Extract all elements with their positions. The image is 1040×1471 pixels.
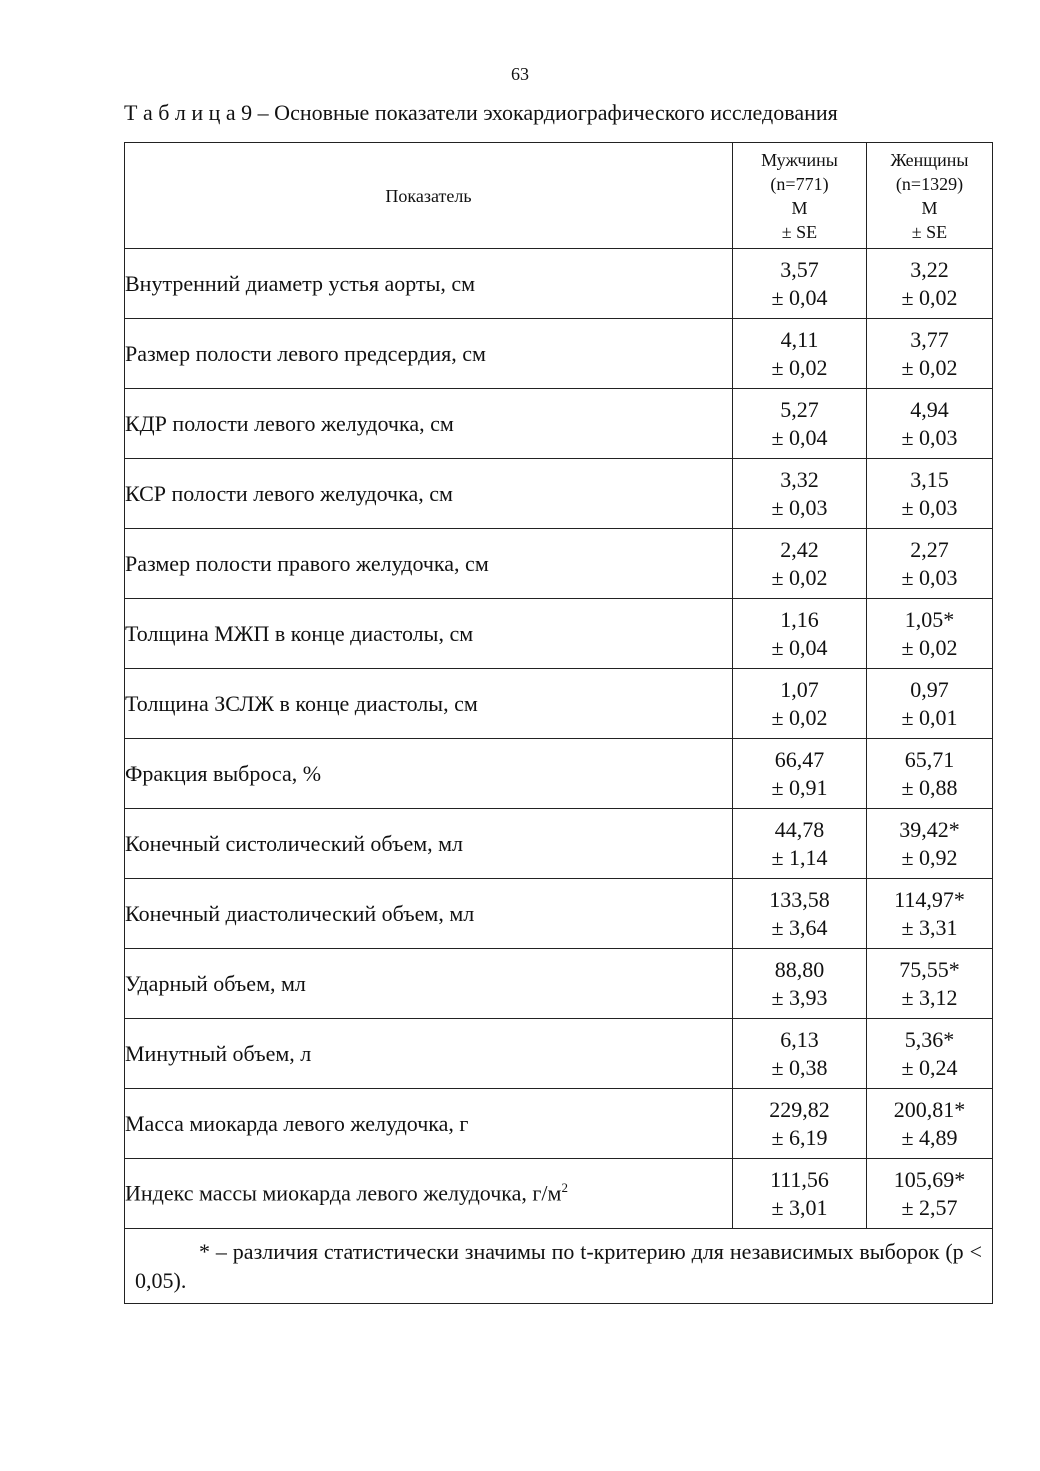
table-row bbox=[125, 1159, 993, 1229]
women-value bbox=[867, 809, 993, 879]
men-value bbox=[733, 669, 867, 739]
parameter-label-text: Масса миокарда левого желудочка, г bbox=[125, 1110, 469, 1136]
women-se: ± 0,88 bbox=[901, 774, 958, 800]
men-se: ± 0,02 bbox=[771, 704, 828, 730]
men-mean: 1,07 bbox=[780, 676, 819, 702]
men-mean: 4,11 bbox=[780, 326, 819, 352]
parameter-label bbox=[125, 739, 733, 809]
women-mean: 105,69* bbox=[893, 1166, 966, 1192]
women-mean: 200,81* bbox=[893, 1096, 966, 1122]
men-value bbox=[733, 389, 867, 459]
table-row bbox=[125, 1019, 993, 1089]
women-value bbox=[867, 739, 993, 809]
table-footnote: * – различия статистически значимы по t-критерию для независимых выборок (p < 0,05). bbox=[125, 1229, 993, 1304]
men-se: ± 0,91 bbox=[771, 774, 828, 800]
men-se: ± 3,93 bbox=[771, 984, 828, 1010]
parameter-label bbox=[125, 529, 733, 599]
table-row bbox=[125, 529, 993, 599]
women-se: ± 2,57 bbox=[901, 1194, 958, 1220]
parameter-label bbox=[125, 1019, 733, 1089]
women-se: ± 0,24 bbox=[901, 1054, 958, 1080]
parameter-label bbox=[125, 459, 733, 529]
women-se: ± 3,12 bbox=[901, 984, 958, 1010]
men-mean: 44,78 bbox=[774, 816, 825, 842]
table-row bbox=[125, 669, 993, 739]
men-value bbox=[733, 739, 867, 809]
women-mean: 3,22 bbox=[910, 256, 949, 282]
women-se: ± 0,02 bbox=[901, 634, 958, 660]
parameter-label bbox=[125, 879, 733, 949]
parameter-label-text: Конечный систолический объем, мл bbox=[125, 830, 464, 856]
men-se: ± 0,38 bbox=[771, 1054, 828, 1080]
men-se: ± 1,14 bbox=[771, 844, 828, 870]
women-mean: 75,55* bbox=[899, 956, 960, 982]
unit-superscript: 2 bbox=[561, 1180, 568, 1196]
men-se: ± 0,03 bbox=[771, 494, 828, 520]
women-se: ± 0,01 bbox=[901, 704, 958, 730]
men-value bbox=[733, 1159, 867, 1229]
men-mean: 1,16 bbox=[780, 606, 819, 632]
women-value bbox=[867, 669, 993, 739]
parameter-label bbox=[125, 249, 733, 319]
women-value bbox=[867, 249, 993, 319]
men-value bbox=[733, 809, 867, 879]
echocardiography-table bbox=[124, 142, 993, 1304]
men-value bbox=[733, 1089, 867, 1159]
parameter-label bbox=[125, 809, 733, 879]
header-men-line: (n=771) bbox=[770, 173, 829, 194]
women-mean: 5,36* bbox=[904, 1026, 955, 1052]
women-se: ± 0,03 bbox=[901, 494, 958, 520]
table-row bbox=[125, 809, 993, 879]
parameter-label bbox=[125, 599, 733, 669]
men-se: ± 3,01 bbox=[771, 1194, 828, 1220]
table-row bbox=[125, 739, 993, 809]
header-women-line: M bbox=[921, 197, 938, 218]
parameter-label bbox=[125, 319, 733, 389]
header-women-line: Женщины bbox=[890, 149, 969, 170]
women-mean: 114,97* bbox=[894, 886, 965, 912]
women-se: ± 0,03 bbox=[901, 564, 958, 590]
men-value bbox=[733, 319, 867, 389]
men-se: ± 6,19 bbox=[771, 1124, 828, 1150]
header-men-line: M bbox=[791, 197, 808, 218]
header-parameter: Показатель bbox=[125, 143, 733, 249]
table-note-row bbox=[125, 1229, 993, 1304]
parameter-label-text: Минутный объем, л bbox=[125, 1040, 312, 1066]
table-body bbox=[125, 249, 993, 1229]
men-value bbox=[733, 249, 867, 319]
women-mean: 0,97 bbox=[910, 676, 949, 702]
men-value bbox=[733, 949, 867, 1019]
women-value bbox=[867, 879, 993, 949]
men-mean: 133,58 bbox=[769, 886, 830, 912]
page-number: 63 bbox=[511, 64, 529, 84]
women-value bbox=[867, 319, 993, 389]
men-se: ± 0,04 bbox=[771, 284, 828, 310]
men-value bbox=[733, 599, 867, 669]
men-mean: 3,57 bbox=[780, 256, 819, 282]
men-value bbox=[733, 1019, 867, 1089]
women-mean: 4,94 bbox=[910, 396, 949, 422]
women-se: ± 0,02 bbox=[901, 354, 958, 380]
parameter-label-text: Внутренний диаметр устья аорты, см bbox=[125, 270, 476, 296]
women-value bbox=[867, 389, 993, 459]
women-value bbox=[867, 459, 993, 529]
parameter-label bbox=[125, 389, 733, 459]
women-value bbox=[867, 1089, 993, 1159]
table-row bbox=[125, 249, 993, 319]
men-mean: 3,32 bbox=[780, 466, 819, 492]
parameter-label bbox=[125, 949, 733, 1019]
parameter-label bbox=[125, 1159, 733, 1229]
header-men bbox=[733, 143, 867, 249]
parameter-label-text: Толщина ЗСЛЖ в конце диастолы, см bbox=[125, 690, 478, 716]
men-se: ± 0,04 bbox=[771, 424, 828, 450]
table-row bbox=[125, 389, 993, 459]
women-mean: 65,71 bbox=[904, 746, 955, 772]
table-caption: Т а б л и ц а 9 – Основные показатели эхокардиографического исследования bbox=[124, 100, 838, 125]
parameter-label-text: Ударный объем, мл bbox=[125, 970, 306, 996]
header-women-line: ± SE bbox=[911, 221, 948, 242]
men-mean: 66,47 bbox=[774, 746, 825, 772]
parameter-label bbox=[125, 669, 733, 739]
men-mean: 2,42 bbox=[780, 536, 819, 562]
women-mean: 39,42* bbox=[899, 816, 960, 842]
women-value bbox=[867, 599, 993, 669]
parameter-label-text: Фракция выброса, % bbox=[125, 760, 322, 786]
parameter-label-text: Индекс массы миокарда левого желудочка, г/м bbox=[125, 1180, 562, 1206]
men-value bbox=[733, 879, 867, 949]
women-mean: 2,27 bbox=[910, 536, 949, 562]
parameter-label-text: Толщина МЖП в конце диастолы, см bbox=[125, 620, 474, 646]
men-mean: 111,56 bbox=[770, 1166, 829, 1192]
parameter-label bbox=[125, 1089, 733, 1159]
men-se: ± 0,02 bbox=[771, 354, 828, 380]
parameter-label-text: КСР полости левого желудочка, см bbox=[125, 480, 453, 506]
parameter-label-text: Размер полости левого предсердия, см bbox=[125, 340, 486, 366]
table-header-row bbox=[125, 143, 993, 249]
women-se: ± 3,31 bbox=[901, 914, 958, 940]
men-mean: 6,13 bbox=[780, 1026, 819, 1052]
women-mean: 3,77 bbox=[910, 326, 949, 352]
parameter-label-text: Конечный диастолический объем, мл bbox=[125, 900, 475, 926]
women-se: ± 4,89 bbox=[901, 1124, 958, 1150]
men-se: ± 0,02 bbox=[771, 564, 828, 590]
header-women-line: (n=1329) bbox=[895, 173, 964, 194]
women-mean: 1,05* bbox=[904, 606, 955, 632]
men-se: ± 0,04 bbox=[771, 634, 828, 660]
men-se: ± 3,64 bbox=[771, 914, 828, 940]
women-mean: 3,15 bbox=[910, 466, 949, 492]
parameter-label-text: Размер полости правого желудочка, см bbox=[125, 550, 489, 576]
women-se: ± 0,02 bbox=[901, 284, 958, 310]
men-mean: 229,82 bbox=[769, 1096, 830, 1122]
women-value bbox=[867, 949, 993, 1019]
table-row bbox=[125, 319, 993, 389]
men-value bbox=[733, 459, 867, 529]
women-value bbox=[867, 1159, 993, 1229]
header-men-line: ± SE bbox=[781, 221, 818, 242]
table-row bbox=[125, 949, 993, 1019]
header-women bbox=[867, 143, 993, 249]
women-value bbox=[867, 529, 993, 599]
women-se: ± 0,92 bbox=[901, 844, 958, 870]
men-mean: 88,80 bbox=[774, 956, 825, 982]
table-row bbox=[125, 879, 993, 949]
women-se: ± 0,03 bbox=[901, 424, 958, 450]
parameter-label-text: КДР полости левого желудочка, см bbox=[125, 410, 454, 436]
men-value bbox=[733, 529, 867, 599]
men-mean: 5,27 bbox=[780, 396, 819, 422]
table-row bbox=[125, 459, 993, 529]
women-value bbox=[867, 1019, 993, 1089]
header-men-line: Мужчины bbox=[761, 149, 838, 170]
table-row bbox=[125, 1089, 993, 1159]
table-row bbox=[125, 599, 993, 669]
